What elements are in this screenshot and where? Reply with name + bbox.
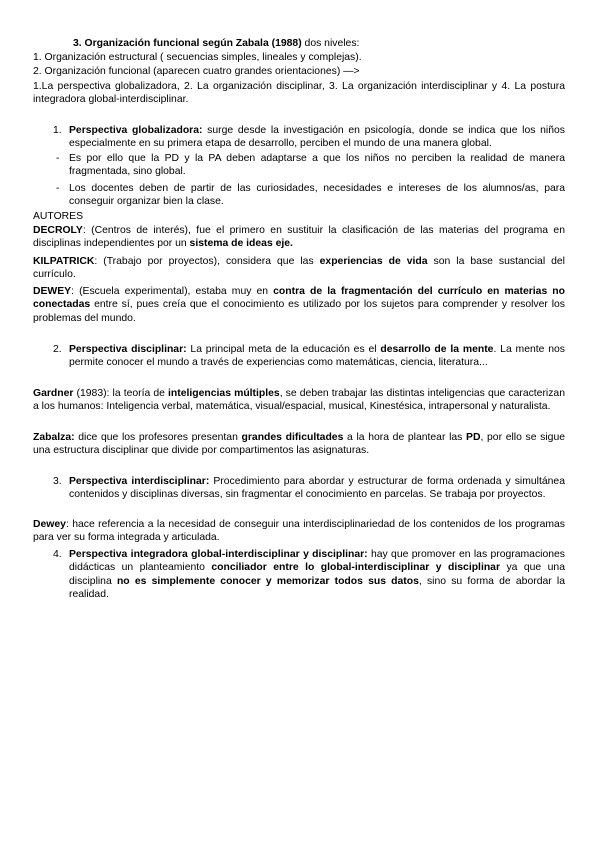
author-zabalza-text-3: , por ello se sigue una estructura disciplinar que divide por compartimentos las asignaturas. <box>33 432 565 457</box>
perspective-integradora-text-2: ya que una disciplina <box>69 562 565 587</box>
author-dewey-2 <box>33 518 565 545</box>
author-dewey-2-name: Dewey <box>33 519 66 530</box>
perspective-interdisciplinar-text: Procedimiento para abordar y estructurar de forma ordenada y simultánea contenidos y disciplinas diversas, sin fragmentar el conocimiento en parcelas. Se trabaja por proyectos. <box>69 476 565 501</box>
section-title-bold: 3. Organización funcional según Zabala (1988) <box>73 38 302 49</box>
item-number-4: 4. <box>53 549 62 560</box>
autores-heading: AUTORES <box>33 211 84 222</box>
author-decroly-text: : (Centros de interés), fue el primero en sustituir la clasificación de las materias del programa en disciplinas independientes por un <box>33 225 565 250</box>
perspective-disciplinar-bold: desarrollo de la mente <box>380 344 494 355</box>
author-zabalza-bold: grandes dificultades <box>241 432 344 443</box>
item-number-1: 1. <box>53 125 62 136</box>
author-gardner-text-2: , se deben trabajar las distintas inteligencias que caracterizan a los humanos: Inteligencia verbal, matemática, visual/espacial, musical, Kinestésica, intrapersonal y naturalista. <box>33 388 565 413</box>
author-decroly-bold: sistema de ideas eje. <box>189 238 293 250</box>
author-gardner-bold: inteligencias múltiples <box>168 388 280 399</box>
perspective-integradora-text-3: , sino su forma de abordar la realidad. <box>69 575 565 601</box>
author-dewey-text: : (Escuela experimental), estaba muy en <box>71 286 274 297</box>
perspective-globalizadora <box>69 124 565 151</box>
author-dewey-text-2: entre sí, pues creía que el conocimiento es utilizado por los sujetos para comprender y resolver los problemas del mundo. <box>33 299 565 324</box>
section-title <box>73 37 359 50</box>
bullet-dash-1: - <box>56 153 60 164</box>
perspective-disciplinar-text: La principal meta de la educación es el <box>186 344 381 355</box>
perspective-interdisciplinar-label: Perspectiva interdisciplinar: <box>69 476 210 487</box>
author-zabalza-text-2: a la hora de plantear las <box>343 432 467 443</box>
item-number-3: 3. <box>53 476 62 487</box>
bullet-item-2: Los docentes deben de partir de las curiosidades, necesidades e intereses de los alumnos/as, para conseguir organizar bien la clase. <box>69 183 565 208</box>
perspective-globalizadora-label: Perspectiva globalizadora: <box>69 125 203 136</box>
author-gardner <box>33 387 565 414</box>
perspective-disciplinar <box>69 343 565 370</box>
author-zabalza-name: Zabalza: <box>33 432 75 443</box>
author-kilpatrick-text-2: son la base sustancial del currículo. <box>33 256 565 281</box>
author-zabalza-text: dice que los profesores presentan <box>74 432 242 443</box>
author-kilpatrick-bold: experiencias de vida <box>319 256 428 267</box>
perspective-integradora <box>69 548 565 602</box>
author-dewey-bold: contra de la fragmentación del currículo en materias no conectadas <box>33 286 565 311</box>
perspective-disciplinar-text-2: . La mente nos permite conocer el mundo a través de experiencias como matemáticas, ciencia, literatura... <box>69 344 565 369</box>
author-gardner-text: (1983): la teoría de <box>73 388 169 399</box>
level-2: 2. Organización funcional (aparecen cuatro grandes orientaciones) —> <box>33 66 360 77</box>
author-zabalza-bold-2: PD <box>466 432 481 443</box>
author-dewey <box>33 285 565 325</box>
author-zabalza <box>33 431 565 458</box>
perspective-integradora-bold: conciliador entre lo global-interdisciplinar y disciplinar <box>211 562 500 574</box>
author-gardner-name: Gardner <box>33 388 74 399</box>
bullet-item-1: Es por ello que la PD y la PA deben adaptarse a que los niños no perciben la realidad de manera fragmentada, sino global. <box>69 153 565 178</box>
bullet-dash-2: - <box>56 183 60 194</box>
perspective-interdisciplinar <box>69 475 565 502</box>
perspective-globalizadora-text: surge desde la investigación en psicología, donde se indica que los niños especialmente en su primera etapa de desarrollo, perciben el mundo de una manera global. <box>69 125 565 150</box>
author-kilpatrick <box>33 255 565 282</box>
author-kilpatrick-text: : (Trabajo por proyectos), considera que las <box>94 256 320 267</box>
author-dewey-2-text: : hace referencia a la necesidad de conseguir una interdisciplinariedad de los contenidos de los programas para ver su forma integrada y articulada. <box>33 519 565 544</box>
perspective-integradora-bold-2: no es simplemente conocer y memorizar todos sus datos <box>116 575 419 587</box>
perspective-integradora-label: Perspectiva integradora global-interdisciplinar y disciplinar: <box>69 549 368 560</box>
perspective-disciplinar-label: Perspectiva disciplinar: <box>69 344 187 355</box>
author-decroly <box>33 224 565 251</box>
orientations-line: 1.La perspectiva globalizadora, 2. La organización disciplinar, 3. La organización interdisciplinar y 4. La postura integradora global-interdisciplinar. <box>33 81 565 106</box>
section-title-rest: dos niveles: <box>301 38 360 49</box>
perspective-integradora-text: hay que promover en las programaciones didácticas un planteamiento <box>69 549 565 574</box>
item-number-2: 2. <box>53 344 62 355</box>
author-dewey-name: DEWEY <box>33 286 72 297</box>
level-1: 1. Organización estructural ( secuencias simples, lineales y complejas). <box>33 52 362 63</box>
author-kilpatrick-name: KILPATRICK <box>33 256 95 267</box>
author-decroly-name: DECROLY <box>33 225 83 236</box>
